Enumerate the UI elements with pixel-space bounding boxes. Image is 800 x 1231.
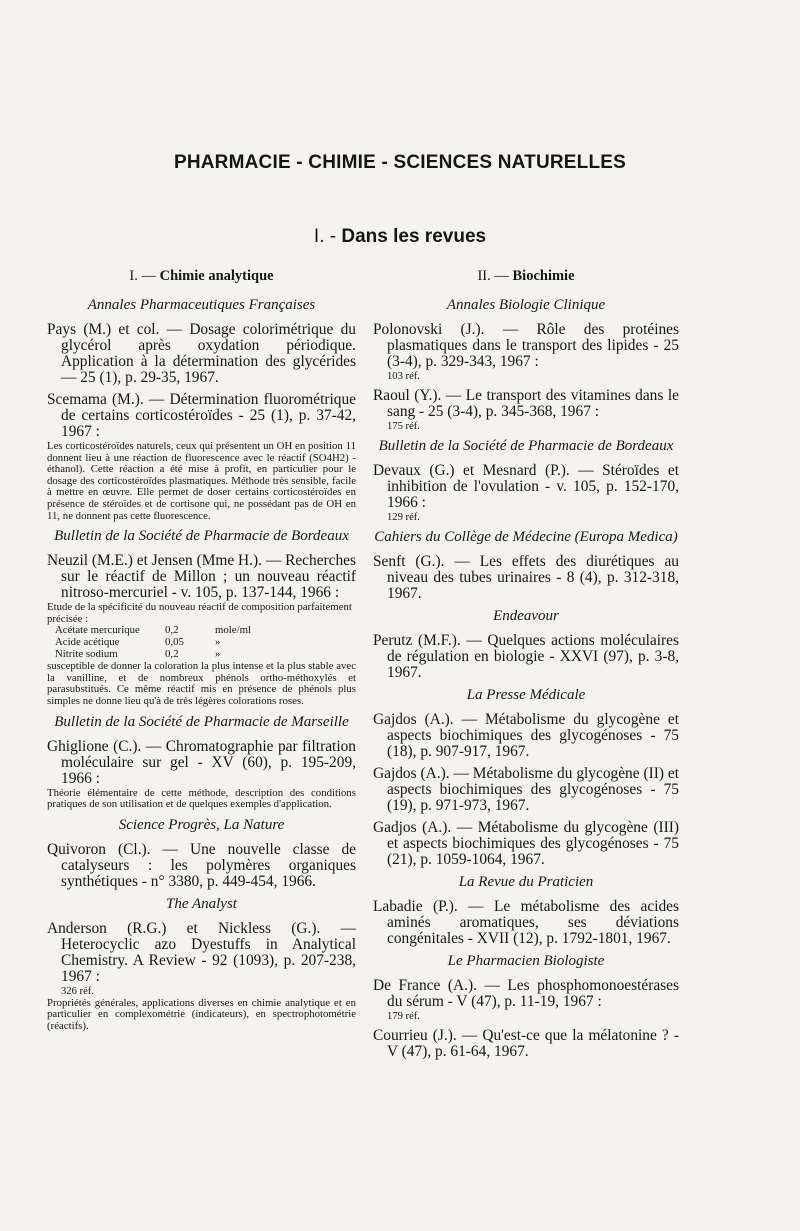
composition-value: 0,2 [165, 647, 179, 660]
journal-title: The Analyst [166, 895, 237, 912]
citation [47, 739, 356, 787]
journal-title: Bulletin de la Société de Pharmacie de Bordeaux [54, 528, 349, 545]
bibliographic-entry [47, 322, 356, 386]
entry-text: — Détermination fluorométrique de certains corticostéroïdes - 25 (1), p. 37-42, 1967 : [61, 391, 356, 440]
entry-authors: Courrieu (J.). [373, 1027, 457, 1044]
journal-title: La Revue du Praticien [458, 874, 594, 890]
composition-value: 0,2 [165, 624, 179, 637]
bibliographic-entry [373, 633, 679, 681]
citation [373, 1028, 679, 1060]
entry-text: — Métabolisme du glycogène et aspects biochimiques des glycogénoses - 75 (18), p. 907-917, 1967. [387, 711, 679, 760]
composition-name: Acétate mercurique [55, 624, 140, 637]
column-heading-title: Biochimie [512, 268, 575, 284]
entry-authors: Gadjos (A.). [373, 819, 452, 836]
entry-authors: Neuzil (M.E.) et Jensen (Mme H.). [47, 552, 262, 570]
composition-value: 0,05 [165, 635, 184, 648]
bibliographic-entry [373, 978, 679, 1022]
section-title [0, 226, 800, 248]
composition-row [47, 649, 356, 661]
bibliographic-entry [373, 766, 679, 814]
bibliographic-entry [373, 463, 679, 523]
entry-text: — Métabolisme du glycogène (II) et aspects biochimiques des glycogénoses - 75 (19), p. 971-973, 1967. [387, 765, 679, 814]
citation [373, 712, 679, 760]
entry-text: — Le métabolisme des acides aminés aromatiques, ses déviations congénitales - XVII (12), p. 1792-1801, 1967. [387, 898, 679, 947]
entry-authors: Quivoron (Cl.). [47, 840, 151, 858]
journal-title: Le Pharmacien Biologiste [447, 953, 605, 969]
citation [373, 766, 679, 814]
entry-authors: Gajdos (A.). [373, 711, 454, 728]
journal-title: Bulletin de la Société de Pharmacie de Bordeaux [378, 438, 674, 454]
entry-text: — Recherches sur le réactif de Millon ; un nouveau réactif nitroso-mercuriel - v. 105, p. 137-144, 1966 : [61, 552, 356, 602]
abstract: Propriétés générales, applications diverses en chimie analytique et en particulier en complexométrie (indicateurs), en spectrophotométrie (réactifs). [47, 996, 356, 1032]
citation [47, 322, 356, 386]
citation [373, 554, 679, 602]
bibliographic-entry [47, 921, 356, 1033]
citation [373, 820, 679, 868]
left-column [47, 268, 356, 1038]
citation [373, 899, 679, 947]
entry-authors: Ghiglione (C.). [47, 737, 142, 755]
composition-unit: » [215, 647, 221, 660]
entry-authors: Perutz (M.F.). [373, 632, 461, 649]
reference-count: 179 réf. [387, 1011, 420, 1022]
entry-text: — Le transport des vitamines dans le sang - 25 (3-4), p. 345-368, 1967 : [387, 387, 679, 420]
abstract: Théorie élémentaire de cette méthode, description des conditions pratiques de son utilisation et de quelques exemples d'application. [47, 786, 356, 811]
composition-name: Nitrite sodium [55, 647, 118, 660]
citation [373, 463, 679, 511]
entry-text: — Les phosphomonoestérases du sérum - V (47), p. 11-19, 1967 : [387, 977, 679, 1010]
citation [373, 978, 679, 1010]
entry-authors: Labadie (P.). [373, 898, 458, 915]
bibliographic-entry [373, 388, 679, 432]
composition-unit: » [215, 635, 221, 648]
entry-text: — Dosage colorimétrique du glycérol après oxydation périodique. Application à la détermination des glycérides — 25 (1), p. 29-35, 1967. [61, 321, 356, 386]
journal-title: Annales Pharmaceutiques Françaises [87, 297, 316, 313]
entry-text: — Heterocyclic azo Dyestuffs in Analytical Chemistry. A Review - 92 (1093), p. 207-238, 1967 : [61, 919, 356, 985]
bibliographic-entry [47, 739, 356, 811]
entry-text: — Les effets des diurétiques au niveau des tubes urinaires - 8 (4), p. 312-318, 1967. [387, 553, 679, 602]
bibliographic-entry [373, 1028, 679, 1060]
reference-count: 103 réf. [387, 371, 420, 382]
bibliographic-entry [373, 554, 679, 602]
entry-text: — Qu'est-ce que la mélatonine ? - V (47), p. 61-64, 1967. [387, 1027, 679, 1060]
column-heading-title: Chimie analytique [159, 268, 274, 284]
entry-authors: Devaux (G.) et Mesnard (P.). [373, 462, 570, 479]
bibliographic-entry [373, 322, 679, 382]
bibliographic-entry [373, 712, 679, 760]
column-heading-number: I. — [129, 268, 156, 284]
entry-text: — Métabolisme du glycogène (III) et aspects biochimiques des glycogénoses - 75 (21), p. 1059-1064, 1967. [387, 819, 679, 868]
journal-title: Bulletin de la Société de Pharmacie de Marseille [54, 713, 349, 730]
section-name: Dans les revues [341, 226, 487, 247]
journal-title: La Presse Médicale [466, 687, 586, 703]
composition-row [47, 637, 356, 649]
citation [47, 553, 356, 601]
bibliographic-entry [373, 899, 679, 947]
reference-count: 175 réf. [387, 421, 420, 432]
composition-name: Acide acétique [55, 635, 120, 648]
citation [373, 633, 679, 681]
abstract: susceptible de donner la coloration la plus intense et la plus stable avec la vanilline, et de nombreux phénols ortho-méthoxylés et parasubstitués. Ce même réactif mis en présence de phénols plus simples ne donne lieu qu'à de très légères colorations roses. [47, 660, 356, 707]
journal-title: Annales Biologie Clinique [446, 297, 606, 313]
bibliographic-entry [373, 820, 679, 868]
citation [47, 921, 356, 985]
entry-authors: De France (A.). [373, 977, 477, 994]
entry-text: — Rôle des protéines plasmatiques dans le transport des lipides - 25 (3-4), p. 329-343, 1967 : [387, 321, 680, 370]
entry-text: — Une nouvelle classe de catalyseurs : les polymères organiques synthétiques - n° 3380, p. 449-454, 1966. [61, 840, 356, 890]
entry-authors: Polonovski (J.). [373, 321, 485, 338]
abstract-intro: Etude de la spécificité du nouveau réactif de composition parfaitement précisée : [47, 601, 352, 625]
entry-authors: Raoul (Y.). [373, 387, 442, 404]
composition-unit: mole/ml [215, 624, 251, 637]
bibliographic-entry [47, 392, 356, 522]
journal-title: Endeavour [493, 608, 559, 624]
section-number: I. - [313, 226, 337, 247]
column-heading [47, 268, 356, 285]
column-heading [373, 268, 679, 285]
citation [47, 842, 356, 890]
entry-authors: Anderson (R.G.) et Nickless (G.). [47, 919, 321, 937]
entry-text: — Quelques actions moléculaires de régulation en biologie - XXVI (97), p. 3-8, 1967. [387, 632, 679, 681]
bibliographic-entry [47, 553, 356, 707]
reference-count: 326 réf. [61, 985, 94, 997]
right-column [373, 268, 679, 1066]
column-heading-number: II. — [477, 268, 509, 284]
page-title: PHARMACIE - CHIMIE - SCIENCES NATURELLES [173, 152, 627, 173]
citation [47, 392, 356, 440]
journal-title: Science Progrès, La Nature [118, 816, 285, 833]
entry-text: — Chromatographie par filtration moléculaire sur gel - XV (60), p. 195-209, 1966 : [61, 737, 356, 787]
entry-authors: Senft (G.). [373, 553, 445, 570]
citation [373, 388, 679, 420]
reference-count: 129 réf. [387, 512, 420, 523]
journal-title: Cahiers du Collège de Médecine (Europa Medica) [374, 529, 678, 545]
entry-authors: Gajdos (A.). [373, 765, 450, 782]
abstract: Les corticostéroïdes naturels, ceux qui présentent un OH en position 11 donnent lieu à une réaction de fluorescence avec le réactif (SO4H2) - éthanol). Cette réaction a été mise à profit, en particulier pour le dosage des corticostéroïdes plasmatiques. Méthode très sensible, facile à mettre en œuvre. Elle permet de doser certains corticostéroïdes en présence de stéroïdes et de cortisone qui, ne possédant pas de OH en 11, ne donnent pas cette fluorescence. [47, 440, 356, 522]
citation [373, 322, 679, 370]
entry-text: — Stéroïdes et inhibition de l'ovulation - v. 105, p. 152-170, 1966 : [387, 462, 679, 511]
entry-authors: Pays (M.) et col. [47, 321, 160, 338]
bibliographic-entry [47, 842, 356, 890]
entry-authors: Scemama (M.). [47, 391, 144, 408]
